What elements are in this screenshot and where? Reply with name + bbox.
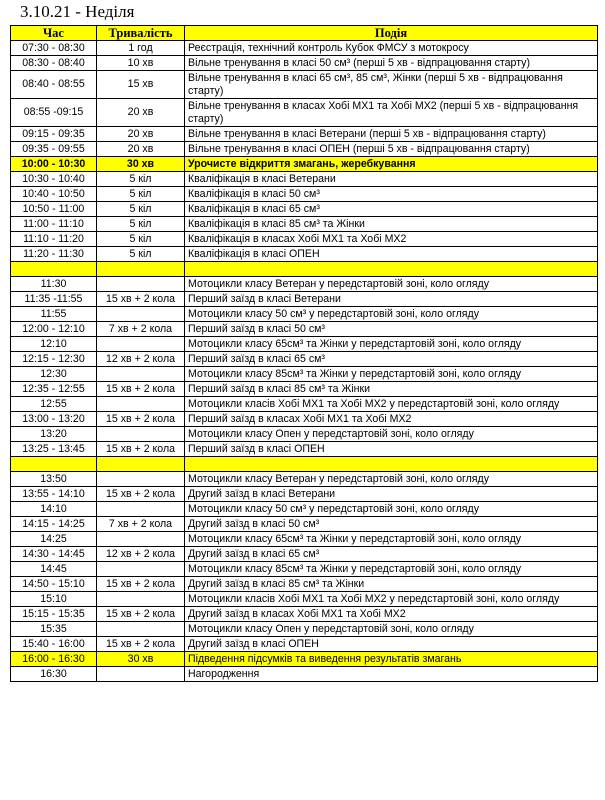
row-event: Вільне тренування в класах Хобі МХ1 та Хобі МХ2 (перші 5 хв - відпрацювання старту) xyxy=(185,99,598,127)
row-event: Другий заїзд в класах Хобі МХ1 та Хобі МХ2 xyxy=(185,607,598,622)
row-time: 08:55 -09:15 xyxy=(11,99,97,127)
row-event: Вільне тренування в класі Ветерани (перші 5 хв - відпрацювання старту) xyxy=(185,127,598,142)
row-duration: 5 кіл xyxy=(97,217,185,232)
row-duration xyxy=(97,472,185,487)
row-duration: 5 кіл xyxy=(97,232,185,247)
row-event: Перший заїзд в класі 65 см³ xyxy=(185,352,598,367)
row-duration: 15 хв + 2 кола xyxy=(97,607,185,622)
row-event: Вільне тренування в класі 50 см³ (перші 5 хв - відпрацювання старту) xyxy=(185,56,598,71)
row-event: Кваліфікація в класі Ветерани xyxy=(185,172,598,187)
table-row-blank xyxy=(11,457,598,472)
table-row-highlight xyxy=(11,157,598,172)
row-duration: 5 кіл xyxy=(97,172,185,187)
table-row xyxy=(11,667,598,682)
schedule-table xyxy=(10,25,598,682)
row-time: 12:10 xyxy=(11,337,97,352)
row-time: 12:35 - 12:55 xyxy=(11,382,97,397)
row-time: 13:50 xyxy=(11,472,97,487)
row-duration xyxy=(97,337,185,352)
table-row xyxy=(11,532,598,547)
row-time: 15:15 - 15:35 xyxy=(11,607,97,622)
row-time: 14:10 xyxy=(11,502,97,517)
row-event: Мотоцикли класу 65см³ та Жінки у передстартовій зоні, коло огляду xyxy=(185,532,598,547)
row-duration: 15 хв + 2 кола xyxy=(97,442,185,457)
row-event: Другий заїзд в класі 65 см³ xyxy=(185,547,598,562)
row-duration xyxy=(97,397,185,412)
row-time: 13:20 xyxy=(11,427,97,442)
table-row xyxy=(11,142,598,157)
row-event: Мотоцикли класу Опен у передстартовій зоні, коло огляду xyxy=(185,622,598,637)
row-event: Другий заїзд в класі Ветерани xyxy=(185,487,598,502)
table-row xyxy=(11,71,598,99)
row-event: Підведення підсумків та виведення результатів змагань xyxy=(185,652,598,667)
row-duration xyxy=(97,562,185,577)
row-duration: 30 хв xyxy=(97,652,185,667)
row-time: 11:00 - 11:10 xyxy=(11,217,97,232)
table-row xyxy=(11,607,598,622)
row-time: 11:35 -11:55 xyxy=(11,292,97,307)
row-event: Перший заїзд в класі Ветерани xyxy=(185,292,598,307)
table-row-blank xyxy=(11,262,598,277)
row-duration xyxy=(97,622,185,637)
row-event: Другий заїзд в класі 50 см³ xyxy=(185,517,598,532)
row-time: 16:00 - 16:30 xyxy=(11,652,97,667)
row-time: 14:25 xyxy=(11,532,97,547)
row-duration: 15 хв + 2 кола xyxy=(97,382,185,397)
row-event: Мотоцикли класу 65см³ та Жінки у передстартовій зоні, коло огляду xyxy=(185,337,598,352)
row-time: 13:25 - 13:45 xyxy=(11,442,97,457)
row-time: 15:10 xyxy=(11,592,97,607)
row-time: 08:30 - 08:40 xyxy=(11,56,97,71)
header-event: Подія xyxy=(185,26,598,41)
row-time: 09:35 - 09:55 xyxy=(11,142,97,157)
table-row xyxy=(11,247,598,262)
table-row xyxy=(11,577,598,592)
table-row xyxy=(11,307,598,322)
row-duration: 12 хв + 2 кола xyxy=(97,547,185,562)
row-event: Вільне тренування в класі 65 см³, 85 см³, Жінки (перші 5 хв - відпрацювання старту) xyxy=(185,71,598,99)
row-event: Мотоцикли класу Ветеран у передстартовій зоні, коло огляду xyxy=(185,472,598,487)
row-event: Мотоцикли класу Ветеран у передстартовій зоні, коло огляду xyxy=(185,277,598,292)
row-event: Урочисте відкриття змагань, жеребкування xyxy=(185,157,598,172)
row-duration: 7 хв + 2 кола xyxy=(97,517,185,532)
table-row xyxy=(11,277,598,292)
row-duration: 12 хв + 2 кола xyxy=(97,352,185,367)
row-time: 11:20 - 11:30 xyxy=(11,247,97,262)
row-duration: 15 хв + 2 кола xyxy=(97,487,185,502)
row-duration: 15 хв xyxy=(97,71,185,99)
table-row xyxy=(11,637,598,652)
row-duration: 15 хв + 2 кола xyxy=(97,292,185,307)
row-event: Мотоцикли класів Хобі МХ1 та Хобі МХ2 у передстартовій зоні, коло огляду xyxy=(185,397,598,412)
row-event: Мотоцикли класу Опен у передстартовій зоні, коло огляду xyxy=(185,427,598,442)
row-duration: 1 год xyxy=(97,41,185,56)
row-duration xyxy=(97,277,185,292)
row-event: Мотоцикли класу 85см³ та Жінки у передстартовій зоні, коло огляду xyxy=(185,367,598,382)
table-row xyxy=(11,487,598,502)
row-duration xyxy=(97,502,185,517)
row-time: 10:40 - 10:50 xyxy=(11,187,97,202)
row-duration xyxy=(97,532,185,547)
row-duration xyxy=(97,307,185,322)
row-duration: 15 хв + 2 кола xyxy=(97,637,185,652)
row-time: 11:55 xyxy=(11,307,97,322)
row-duration: 5 кіл xyxy=(97,202,185,217)
row-event: Мотоцикли класу 50 см³ у передстартовій зоні, коло огляду xyxy=(185,502,598,517)
table-row xyxy=(11,547,598,562)
row-event: Кваліфікація в класах Хобі МХ1 та Хобі МХ2 xyxy=(185,232,598,247)
row-event: Перший заїзд в класі 85 см³ та Жінки xyxy=(185,382,598,397)
row-duration: 7 хв + 2 кола xyxy=(97,322,185,337)
row-duration: 20 хв xyxy=(97,127,185,142)
table-row xyxy=(11,292,598,307)
table-row xyxy=(11,622,598,637)
table-row xyxy=(11,127,598,142)
row-duration xyxy=(97,592,185,607)
row-duration xyxy=(97,367,185,382)
row-time: 12:55 xyxy=(11,397,97,412)
table-row xyxy=(11,232,598,247)
table-row xyxy=(11,99,598,127)
row-time: 13:55 - 14:10 xyxy=(11,487,97,502)
row-event: Другий заїзд в класі 85 см³ та Жінки xyxy=(185,577,598,592)
row-duration: 20 хв xyxy=(97,142,185,157)
row-time: 09:15 - 09:35 xyxy=(11,127,97,142)
table-row xyxy=(11,427,598,442)
row-event: Перший заїзд в класі ОПЕН xyxy=(185,442,598,457)
row-event: Другий заїзд в класі ОПЕН xyxy=(185,637,598,652)
row-duration: 10 хв xyxy=(97,56,185,71)
row-event: Нагородження xyxy=(185,667,598,682)
header-duration: Тривалість xyxy=(97,26,185,41)
row-time: 12:15 - 12:30 xyxy=(11,352,97,367)
row-time: 15:35 xyxy=(11,622,97,637)
row-time: 14:30 - 14:45 xyxy=(11,547,97,562)
table-row xyxy=(11,562,598,577)
row-time: 08:40 - 08:55 xyxy=(11,71,97,99)
row-time: 10:50 - 11:00 xyxy=(11,202,97,217)
table-row xyxy=(11,202,598,217)
table-row xyxy=(11,217,598,232)
table-row xyxy=(11,517,598,532)
row-duration: 30 хв xyxy=(97,157,185,172)
row-event: Кваліфікація в класі 50 см³ xyxy=(185,187,598,202)
row-event: Перший заїзд в класі 50 см³ xyxy=(185,322,598,337)
table-row xyxy=(11,41,598,56)
table-row xyxy=(11,187,598,202)
row-event: Кваліфікація в класі 85 см³ та Жінки xyxy=(185,217,598,232)
row-duration: 15 хв + 2 кола xyxy=(97,577,185,592)
row-duration: 5 кіл xyxy=(97,187,185,202)
row-duration: 20 хв xyxy=(97,99,185,127)
row-event: Мотоцикли класу 85см³ та Жінки у передстартовій зоні, коло огляду xyxy=(185,562,598,577)
header-row xyxy=(11,26,598,41)
row-duration: 15 хв + 2 кола xyxy=(97,412,185,427)
row-time: 11:30 xyxy=(11,277,97,292)
table-row xyxy=(11,337,598,352)
row-duration xyxy=(97,427,185,442)
row-time: 16:30 xyxy=(11,667,97,682)
row-event: Мотоцикли класів Хобі МХ1 та Хобі МХ2 у передстартовій зоні, коло огляду xyxy=(185,592,598,607)
row-time: 11:10 - 11:20 xyxy=(11,232,97,247)
row-time: 13:00 - 13:20 xyxy=(11,412,97,427)
row-time: 07:30 - 08:30 xyxy=(11,41,97,56)
row-event: Перший заїзд в класах Хобі МХ1 та Хобі МХ2 xyxy=(185,412,598,427)
table-row xyxy=(11,397,598,412)
table-row xyxy=(11,412,598,427)
table-row-highlight xyxy=(11,652,598,667)
page-date-heading: 3.10.21 - Неділя xyxy=(20,2,135,21)
row-time: 12:30 xyxy=(11,367,97,382)
row-event: Мотоцикли класу 50 см³ у передстартовій зоні, коло огляду xyxy=(185,307,598,322)
table-row xyxy=(11,352,598,367)
row-duration: 5 кіл xyxy=(97,247,185,262)
row-event: Кваліфікація в класі 65 см³ xyxy=(185,202,598,217)
table-row xyxy=(11,442,598,457)
table-row xyxy=(11,367,598,382)
table-row xyxy=(11,472,598,487)
header-time: Час xyxy=(11,26,97,41)
row-time: 12:00 - 12:10 xyxy=(11,322,97,337)
row-time: 10:30 - 10:40 xyxy=(11,172,97,187)
table-row xyxy=(11,502,598,517)
row-event: Кваліфікація в класі ОПЕН xyxy=(185,247,598,262)
table-row xyxy=(11,172,598,187)
row-time: 15:40 - 16:00 xyxy=(11,637,97,652)
row-time: 14:15 - 14:25 xyxy=(11,517,97,532)
row-time: 14:50 - 15:10 xyxy=(11,577,97,592)
row-event: Вільне тренування в класі ОПЕН (перші 5 хв - відпрацювання старту) xyxy=(185,142,598,157)
table-row xyxy=(11,322,598,337)
row-duration xyxy=(97,667,185,682)
table-row xyxy=(11,56,598,71)
table-row xyxy=(11,382,598,397)
table-row xyxy=(11,592,598,607)
row-time: 10:00 - 10:30 xyxy=(11,157,97,172)
row-time: 14:45 xyxy=(11,562,97,577)
row-event: Реєстрація, технічний контроль Кубок ФМСУ з мотокросу xyxy=(185,41,598,56)
